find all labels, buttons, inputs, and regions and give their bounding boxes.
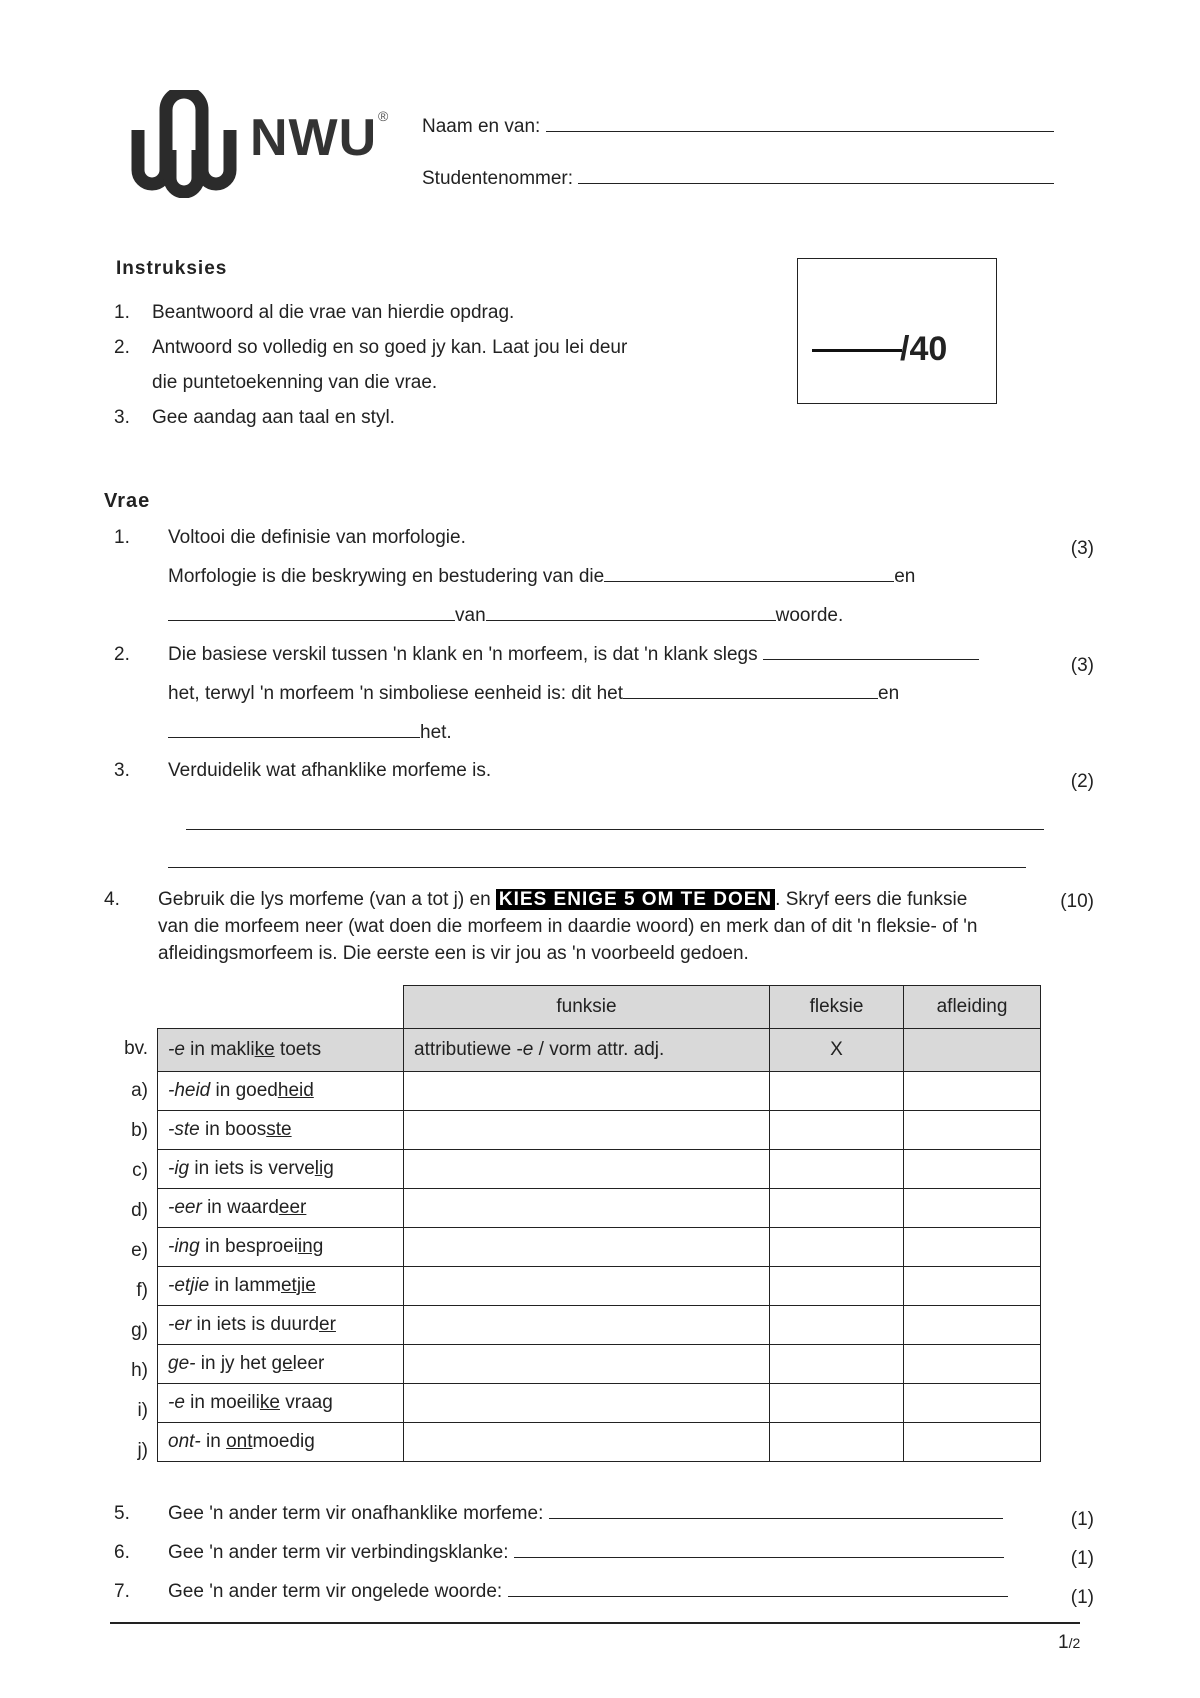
q5-marks: (1) xyxy=(1070,1509,1094,1530)
q5-number: 5. xyxy=(114,1503,130,1524)
q2-blank-1[interactable] xyxy=(763,658,979,660)
table-row xyxy=(158,1423,1041,1462)
afleiding-cell[interactable] xyxy=(904,1111,1041,1150)
instructions-heading: Instruksies xyxy=(116,258,228,279)
row-label-f: f) xyxy=(136,1280,148,1301)
q3-answer-line-2[interactable] xyxy=(168,867,1026,868)
q4-line2: van die morfeem neer (wat doen die morfeem in daardie woord) en merk dan of dit 'n fleksie- of 'n xyxy=(158,916,978,937)
table-row xyxy=(158,1228,1041,1267)
q3-prompt: Verduidelik wat afhanklike morfeme is. xyxy=(168,760,492,781)
q4-marks: (10) xyxy=(1060,891,1094,912)
q1-line1: Morfologie is die beskrywing en bestudering van die en xyxy=(168,566,916,587)
instruction-2-num: 2. xyxy=(114,337,130,358)
table-row-example xyxy=(158,1029,1041,1072)
q2-blank-3[interactable] xyxy=(168,736,420,738)
q5-line: Gee 'n ander term vir onafhanklike morfeme: xyxy=(168,1503,1003,1525)
q4-line3: afleidingsmorfeem is. Die eerste een is vir jou as 'n voorbeeld gedoen. xyxy=(158,943,749,964)
header-funksie: funksie xyxy=(404,986,770,1029)
nwu-logo-icon xyxy=(130,90,238,198)
q4-line1: Gebruik die lys morfeme (van a tot j) en KIES ENIGE 5 OM TE DOEN . Skryf eers die funksie xyxy=(158,889,968,910)
q4-number: 4. xyxy=(104,889,120,910)
q2-line1: Die basiese verskil tussen 'n klank en 'n morfeem, is dat 'n klank slegs xyxy=(168,644,979,666)
q1-prompt: Voltooi die definisie van morfologie. xyxy=(168,527,466,548)
morpheme-cell: -er in iets is duurder xyxy=(158,1306,404,1345)
table-row xyxy=(158,1150,1041,1189)
fleksie-cell[interactable] xyxy=(770,1384,904,1423)
funksie-cell[interactable] xyxy=(404,1150,770,1189)
example-fleksie: X xyxy=(770,1029,904,1072)
row-label-d: d) xyxy=(131,1200,148,1221)
morpheme-cell: -e in moeilike vraag xyxy=(158,1384,404,1423)
name-blank[interactable] xyxy=(546,130,1054,132)
afleiding-cell[interactable] xyxy=(904,1267,1041,1306)
q1-number: 1. xyxy=(114,527,130,548)
afleiding-cell[interactable] xyxy=(904,1306,1041,1345)
afleiding-cell[interactable] xyxy=(904,1189,1041,1228)
q3-answer-line-1[interactable] xyxy=(186,829,1044,830)
funksie-cell[interactable] xyxy=(404,1228,770,1267)
afleiding-cell[interactable] xyxy=(904,1423,1041,1462)
table-header-row xyxy=(158,986,1041,1029)
row-label-example: bv. xyxy=(124,1038,148,1059)
header-afleiding: afleiding xyxy=(904,986,1041,1029)
q3-marks: (2) xyxy=(1070,771,1094,792)
student-number-label: Studentenommer: xyxy=(422,168,574,189)
funksie-cell[interactable] xyxy=(404,1189,770,1228)
row-label-c: c) xyxy=(132,1160,148,1181)
row-label-g: g) xyxy=(131,1320,148,1341)
page-number: 1/2 xyxy=(1058,1632,1081,1653)
morpheme-cell: ge- in jy het geleer xyxy=(158,1345,404,1384)
q7-blank[interactable] xyxy=(508,1595,1008,1597)
row-label-a: a) xyxy=(131,1080,148,1101)
morpheme-cell: -eer in waardeer xyxy=(158,1189,404,1228)
fleksie-cell[interactable] xyxy=(770,1306,904,1345)
instruction-3-text: Gee aandag aan taal en styl. xyxy=(152,407,395,428)
funksie-cell[interactable] xyxy=(404,1072,770,1111)
instruction-1-num: 1. xyxy=(114,302,130,323)
funksie-cell[interactable] xyxy=(404,1111,770,1150)
footer-rule xyxy=(110,1622,1080,1624)
q7-line: Gee 'n ander term vir ongelede woorde: xyxy=(168,1581,1008,1603)
name-label: Naam en van: xyxy=(422,116,541,137)
fleksie-cell[interactable] xyxy=(770,1189,904,1228)
morpheme-cell: -etjie in lammetjie xyxy=(158,1267,404,1306)
header-corner xyxy=(158,986,404,1029)
funksie-cell[interactable] xyxy=(404,1306,770,1345)
q1-blank-2[interactable] xyxy=(168,619,455,621)
morpheme-cell: ont- in ontmoedig xyxy=(158,1423,404,1462)
morpheme-cell: -ig in iets is vervelig xyxy=(158,1150,404,1189)
q5-blank[interactable] xyxy=(549,1517,1003,1519)
name-field[interactable] xyxy=(422,116,1054,138)
score-total: /40 xyxy=(900,330,948,368)
instruction-1-text: Beantwoord al die vrae van hierdie opdrag. xyxy=(152,302,515,323)
example-morpheme: -e in maklike toets xyxy=(158,1029,404,1072)
fleksie-cell[interactable] xyxy=(770,1423,904,1462)
q1-line2: van woorde. xyxy=(168,605,843,627)
fleksie-cell[interactable] xyxy=(770,1345,904,1384)
q6-number: 6. xyxy=(114,1542,130,1563)
logo-text: NWU xyxy=(250,109,378,167)
row-label-j: j) xyxy=(137,1440,148,1461)
score-box xyxy=(797,258,997,404)
q6-blank[interactable] xyxy=(514,1556,1004,1558)
instruction-2-text-cont: die puntetoekenning van die vrae. xyxy=(152,372,438,393)
q7-marks: (1) xyxy=(1070,1587,1094,1608)
instruction-3-num: 3. xyxy=(114,407,130,428)
table-row xyxy=(158,1111,1041,1150)
q6-line: Gee 'n ander term vir verbindingsklanke: xyxy=(168,1542,1004,1564)
example-afleiding xyxy=(904,1029,1041,1072)
morpheme-table xyxy=(157,985,1041,1462)
q2-marks: (3) xyxy=(1070,655,1094,676)
q2-number: 2. xyxy=(114,644,130,665)
score-blank[interactable] xyxy=(812,348,902,352)
fleksie-cell[interactable] xyxy=(770,1111,904,1150)
q2-line3: het. xyxy=(168,722,452,744)
student-number-blank[interactable] xyxy=(578,182,1054,184)
q1-blank-3[interactable] xyxy=(486,619,776,621)
row-label-h: h) xyxy=(131,1360,148,1381)
morpheme-cell: -ste in boosste xyxy=(158,1111,404,1150)
table-row xyxy=(158,1072,1041,1111)
q3-number: 3. xyxy=(114,760,130,781)
example-funksie: attributiewe -e / vorm attr. adj. xyxy=(404,1029,770,1072)
morpheme-cell: -ing in besproeiing xyxy=(158,1228,404,1267)
q7-number: 7. xyxy=(114,1581,130,1602)
row-label-e: e) xyxy=(131,1240,148,1261)
fleksie-cell[interactable] xyxy=(770,1072,904,1111)
funksie-cell[interactable] xyxy=(404,1345,770,1384)
table-row xyxy=(158,1306,1041,1345)
afleiding-cell[interactable] xyxy=(904,1150,1041,1189)
registered-mark: ® xyxy=(378,108,389,124)
student-number-field[interactable] xyxy=(422,168,1054,190)
table-row xyxy=(158,1345,1041,1384)
afleiding-cell[interactable] xyxy=(904,1345,1041,1384)
header-fleksie: fleksie xyxy=(770,986,904,1029)
row-label-b: b) xyxy=(131,1120,148,1141)
q2-blank-2[interactable] xyxy=(623,697,878,699)
morpheme-cell: -heid in goedheid xyxy=(158,1072,404,1111)
fleksie-cell[interactable] xyxy=(770,1267,904,1306)
q1-marks: (3) xyxy=(1070,538,1094,559)
q4-highlight: KIES ENIGE 5 OM TE DOEN xyxy=(496,889,775,910)
table-row xyxy=(158,1189,1041,1228)
funksie-cell[interactable] xyxy=(404,1384,770,1423)
q6-marks: (1) xyxy=(1070,1548,1094,1569)
row-label-i: i) xyxy=(137,1400,148,1421)
fleksie-cell[interactable] xyxy=(770,1150,904,1189)
afleiding-cell[interactable] xyxy=(904,1072,1041,1111)
funksie-cell[interactable] xyxy=(404,1267,770,1306)
afleiding-cell[interactable] xyxy=(904,1228,1041,1267)
fleksie-cell[interactable] xyxy=(770,1228,904,1267)
instruction-2-text: Antwoord so volledig en so goed jy kan. Laat jou lei deur xyxy=(152,337,628,358)
table-row xyxy=(158,1267,1041,1306)
afleiding-cell[interactable] xyxy=(904,1384,1041,1423)
q2-line2: het, terwyl 'n morfeem 'n simboliese eenheid is: dit het en xyxy=(168,683,900,704)
table-row xyxy=(158,1384,1041,1423)
funksie-cell[interactable] xyxy=(404,1423,770,1462)
q1-blank-1[interactable] xyxy=(604,580,894,582)
questions-heading: Vrae xyxy=(104,490,151,512)
